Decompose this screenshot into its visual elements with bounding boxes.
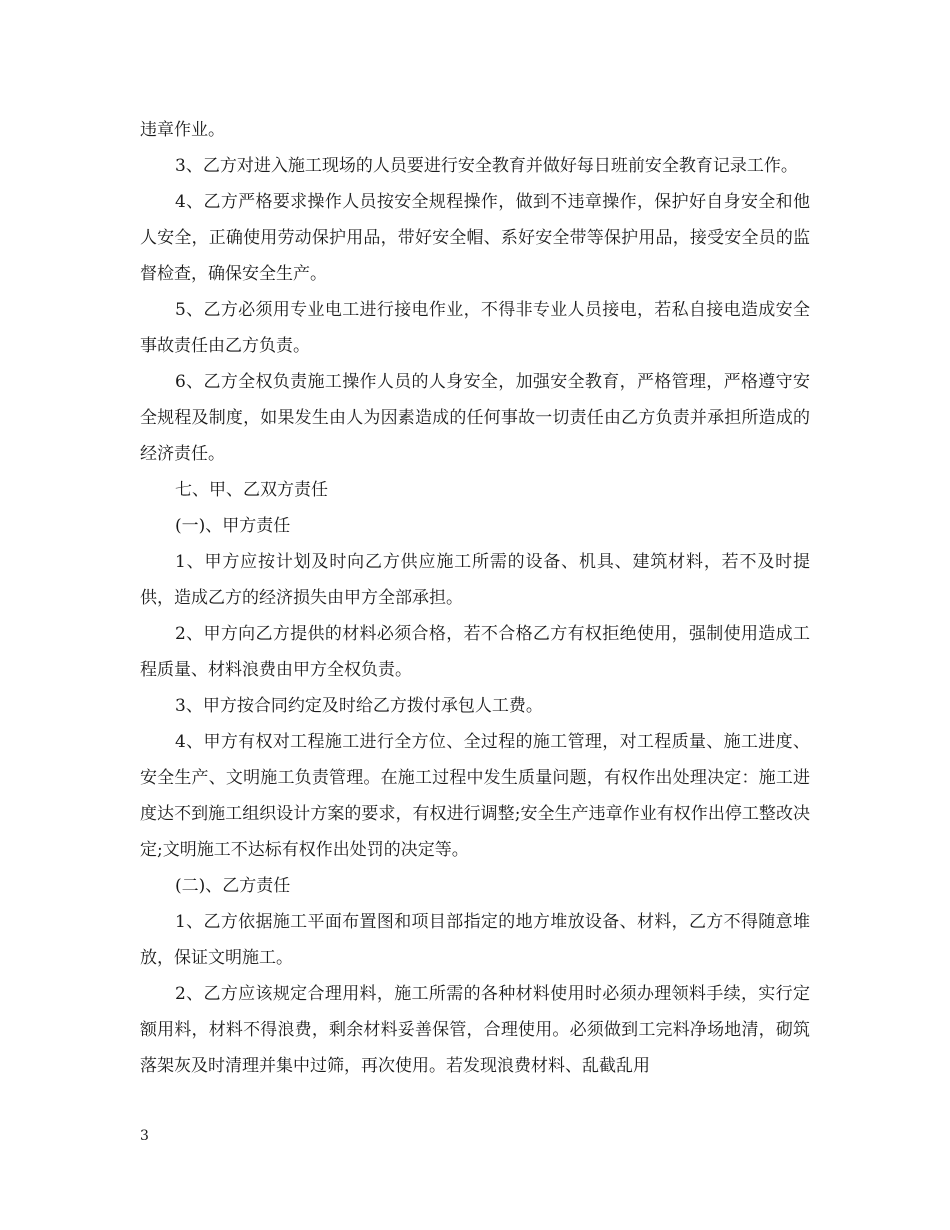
subsection-heading: (二)、乙方责任 [175,876,291,896]
paragraph: 3、乙方对进入施工现场的人员要进行安全教育并做好每日班前安全教育记录工作。 [175,156,798,176]
paragraph: 违章作业。 [140,120,225,140]
page-number: 3 [140,1128,149,1144]
paragraph: 6、乙方全权负责施工操作人员的人身安全，加强安全教育，严格管理，严格遵守安全规程及制度，如果发生由人为因素造成的任何事故一切责任由乙方负责并承担所造成的经济责任。 [140,372,810,464]
document-body [140,112,810,1084]
paragraph: 2、甲方向乙方提供的材料必须合格，若不合格乙方有权拒绝使用，强制使用造成工程质量、材料浪费由甲方全权负责。 [140,624,810,680]
paragraph: 1、甲方应按计划及时向乙方供应施工所需的设备、机具、建筑材料，若不及时提供，造成乙方的经济损失由甲方全部承担。 [140,552,810,608]
paragraph: 1、乙方依据施工平面布置图和项目部指定的地方堆放设备、材料，乙方不得随意堆放，保证文明施工。 [140,912,810,968]
paragraph: 4、甲方有权对工程施工进行全方位、全过程的施工管理，对工程质量、施工进度、安全生产、文明施工负责管理。在施工过程中发生质量问题，有权作出处理决定：施工进度达不到施工组织设计方案的要求，有权进行调整;安全生产违章作业有权作出停工整改决定;文明施工不达标有权作出处罚的决定等。 [140,732,810,860]
subsection-heading: (一)、甲方责任 [175,516,291,536]
paragraph: 5、乙方必须用专业电工进行接电作业，不得非专业人员接电，若私自接电造成安全事故责任由乙方负责。 [140,300,810,356]
paragraph: 4、乙方严格要求操作人员按安全规程操作，做到不违章操作，保护好自身安全和他人安全，正确使用劳动保护用品，带好安全帽、系好安全带等保护用品，接受安全员的监督检查，确保安全生产。 [140,192,810,284]
paragraph: 3、甲方按合同约定及时给乙方拨付承包人工费。 [175,696,543,716]
paragraph: 2、乙方应该规定合理用料，施工所需的各种材料使用时必须办理领料手续，实行定额用料，材料不得浪费，剩余材料妥善保管，合理使用。必须做到工完料净场地清，砌筑落架灰及时清理并集中过筛，再次使用。若发现浪费材料、乱截乱用 [140,984,810,1076]
section-heading: 七、甲、乙双方责任 [175,480,328,500]
